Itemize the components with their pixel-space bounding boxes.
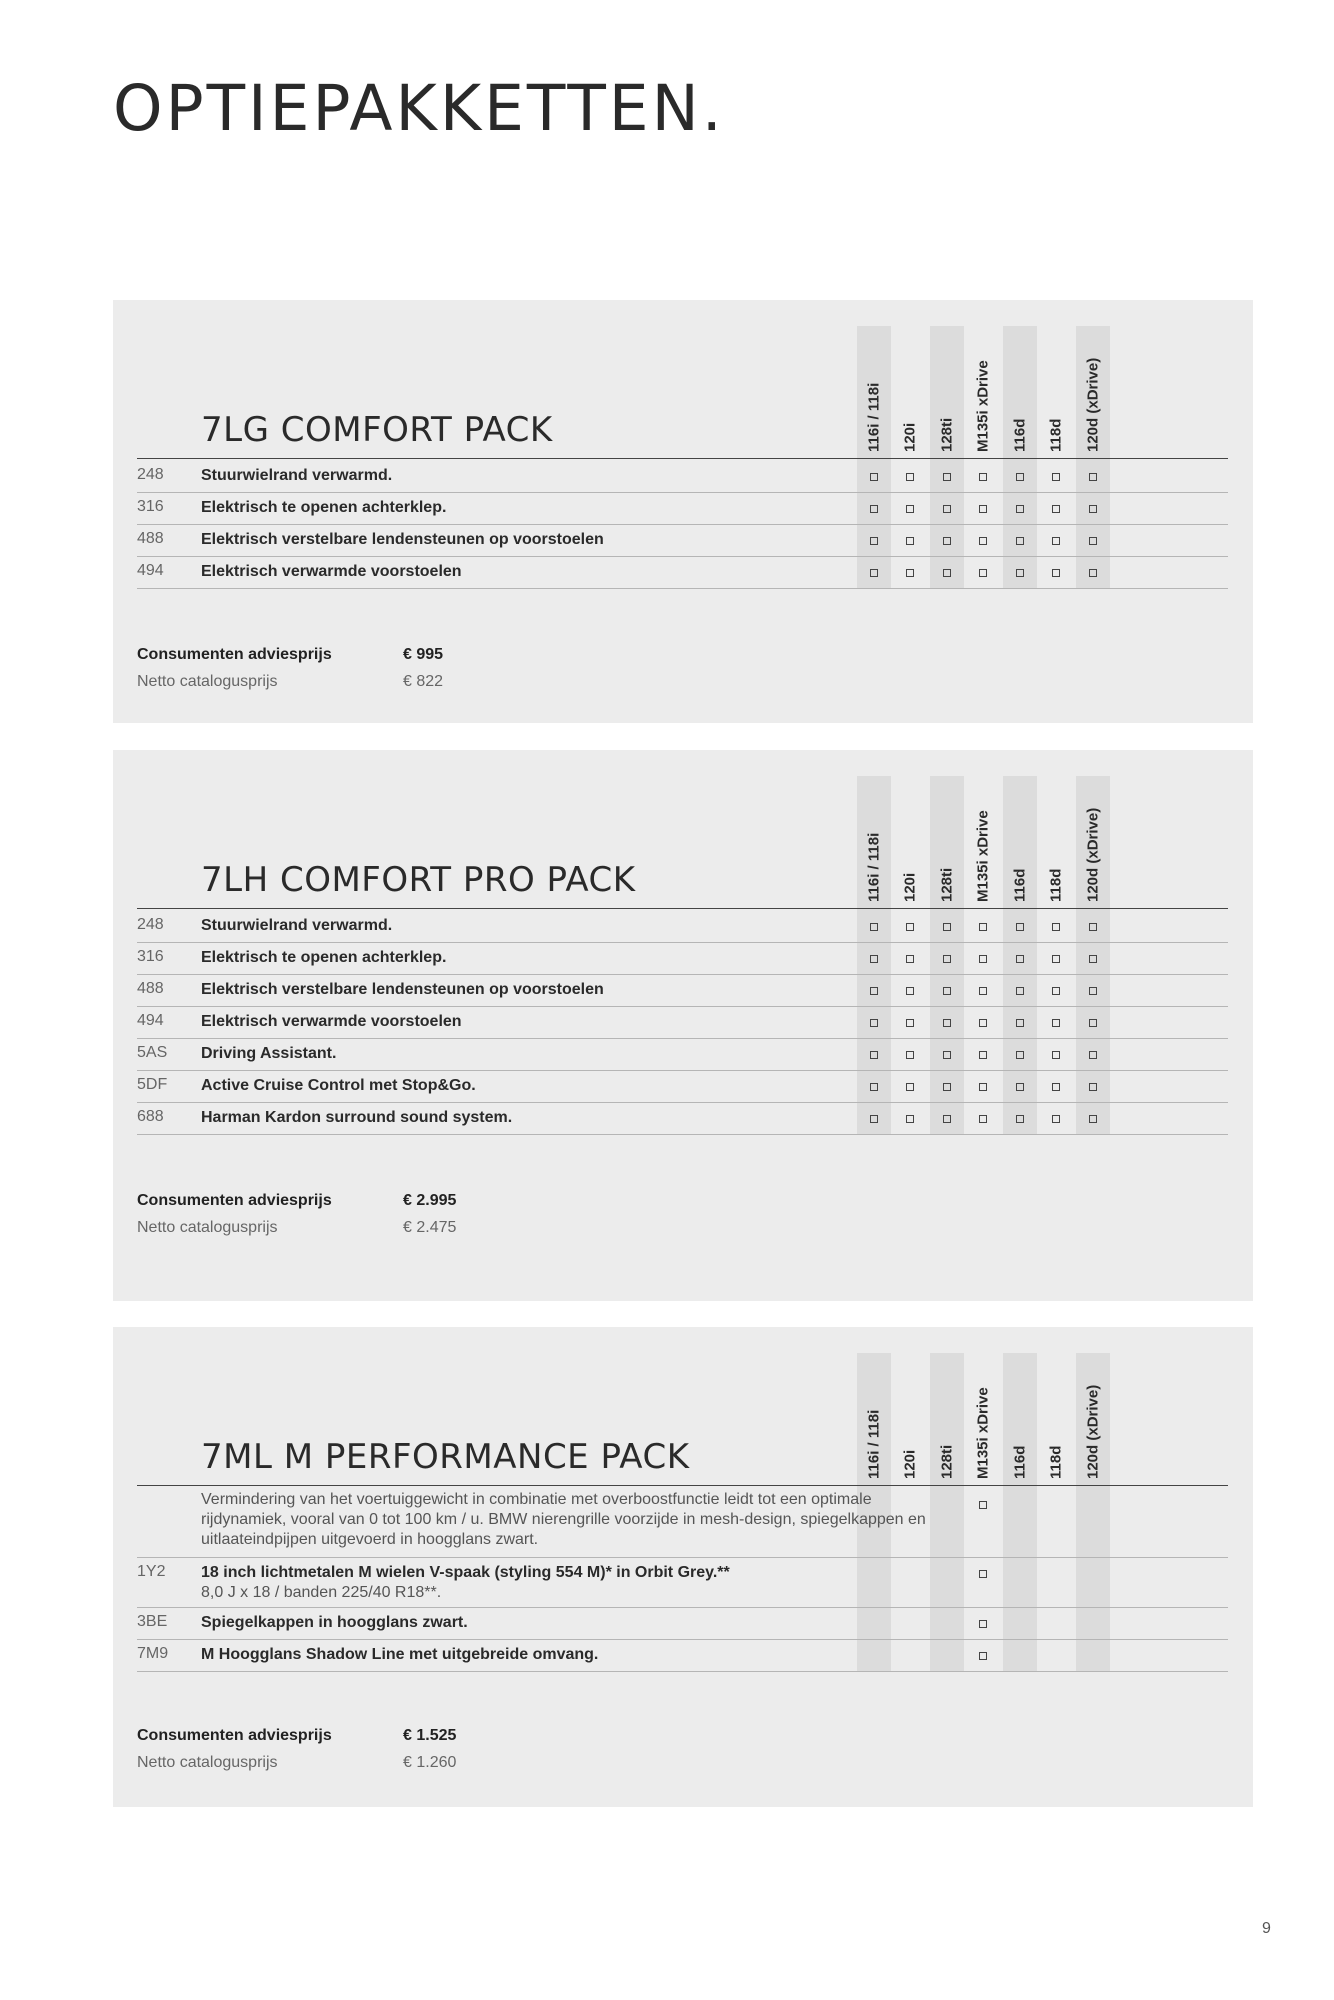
option-code: 248 xyxy=(137,466,164,483)
option-code: 248 xyxy=(137,916,164,933)
column-header-model: M135i xDrive xyxy=(974,360,992,452)
option-available-checkbox xyxy=(1016,1115,1024,1123)
option-available-checkbox xyxy=(906,1019,914,1027)
option-description xyxy=(201,1490,961,1550)
column-header-model: 128ti xyxy=(938,417,956,452)
table-row xyxy=(137,974,1228,1007)
column-header-model: 118d xyxy=(1047,418,1065,452)
table-row xyxy=(137,460,1228,493)
option-available-checkbox xyxy=(943,923,951,931)
option-available-checkbox xyxy=(943,1051,951,1059)
option-available-checkbox xyxy=(906,537,914,545)
consumer-price-label: Consumenten adviesprijs xyxy=(137,646,332,663)
column-header-model: 120i xyxy=(901,1449,919,1479)
option-available-checkbox xyxy=(1089,537,1097,545)
table-row xyxy=(137,556,1228,589)
option-pack-section xyxy=(113,1327,1253,1807)
option-available-checkbox xyxy=(906,987,914,995)
option-available-checkbox xyxy=(943,955,951,963)
option-available-checkbox xyxy=(906,569,914,577)
option-available-checkbox xyxy=(1052,1019,1060,1027)
table-row xyxy=(137,942,1228,975)
option-available-checkbox xyxy=(1089,473,1097,481)
header-divider xyxy=(137,908,1228,909)
column-header-model: 116i / 118i xyxy=(865,1409,883,1479)
column-header-model: 128ti xyxy=(938,867,956,902)
option-available-checkbox xyxy=(906,505,914,513)
option-description-text: Stuurwielrand verwarmd. xyxy=(201,917,393,934)
option-description xyxy=(201,498,961,518)
option-available-checkbox xyxy=(1016,923,1024,931)
option-description-text: Elektrisch verstelbare lendensteunen op voorstoelen xyxy=(201,981,604,998)
option-description-text: Elektrisch te openen achterklep. xyxy=(201,499,447,516)
consumer-price-value: € 1.525 xyxy=(403,1727,457,1744)
option-available-checkbox xyxy=(906,923,914,931)
option-available-checkbox xyxy=(979,1083,987,1091)
netto-price-value: € 822 xyxy=(403,673,444,690)
column-header-model: 120d (xDrive) xyxy=(1084,807,1102,902)
option-description xyxy=(201,530,961,550)
option-available-checkbox xyxy=(1016,505,1024,513)
header-divider xyxy=(137,458,1228,459)
option-available-checkbox xyxy=(979,1115,987,1123)
option-available-checkbox xyxy=(1052,1051,1060,1059)
option-available-checkbox xyxy=(870,1115,878,1123)
option-description xyxy=(201,1012,961,1032)
table-row xyxy=(137,910,1228,943)
netto-price-label: Netto catalogusprijs xyxy=(137,673,278,690)
option-available-checkbox xyxy=(943,473,951,481)
option-description xyxy=(201,1108,961,1128)
page-title: OPTIEPAKKETTEN. xyxy=(113,72,725,145)
option-available-checkbox xyxy=(870,1051,878,1059)
netto-price-label: Netto catalogusprijs xyxy=(137,1219,278,1236)
option-code: 494 xyxy=(137,1012,164,1029)
option-available-checkbox xyxy=(870,1083,878,1091)
section-content xyxy=(137,750,1228,1301)
option-available-checkbox xyxy=(979,987,987,995)
option-available-checkbox xyxy=(906,955,914,963)
pack-title: 7LH COMFORT PRO PACK xyxy=(201,860,636,900)
option-code: 5AS xyxy=(137,1044,168,1061)
column-header-model: 128ti xyxy=(938,1444,956,1479)
option-available-checkbox xyxy=(943,1083,951,1091)
column-header-model: M135i xDrive xyxy=(974,1387,992,1479)
option-available-checkbox xyxy=(906,1083,914,1091)
option-available-checkbox xyxy=(979,955,987,963)
option-available-checkbox xyxy=(870,923,878,931)
column-header-model: 120i xyxy=(901,422,919,452)
option-available-checkbox xyxy=(979,1652,987,1660)
option-available-checkbox xyxy=(1052,987,1060,995)
option-available-checkbox xyxy=(1089,987,1097,995)
option-code: 494 xyxy=(137,562,164,579)
option-available-checkbox xyxy=(1052,537,1060,545)
option-available-checkbox xyxy=(870,955,878,963)
table-row xyxy=(137,1102,1228,1135)
option-description xyxy=(201,466,961,486)
option-available-checkbox xyxy=(870,537,878,545)
option-available-checkbox xyxy=(1052,923,1060,931)
option-description-text: 18 inch lichtmetalen M wielen V-spaak (styling 554 M)* in Orbit Grey.** xyxy=(201,1564,730,1581)
option-code: 316 xyxy=(137,948,164,965)
option-description-text: Vermindering van het voertuiggewicht in combinatie met overboostfunctie leidt tot een optimale rijdynamiek, vooral van 0 tot 100 km / u. BMW nierengrille voorzijde in mesh-design, spiegelkappen en uitlaateindpijpen uitgevoerd in hoogglans zwart. xyxy=(201,1491,926,1548)
option-available-checkbox xyxy=(1052,1115,1060,1123)
option-description xyxy=(201,1613,961,1633)
option-available-checkbox xyxy=(906,473,914,481)
option-available-checkbox xyxy=(1016,987,1024,995)
option-description-text: Elektrisch te openen achterklep. xyxy=(201,949,447,966)
option-available-checkbox xyxy=(979,1051,987,1059)
option-description xyxy=(201,1645,961,1665)
option-available-checkbox xyxy=(1089,1051,1097,1059)
option-available-checkbox xyxy=(1016,537,1024,545)
option-available-checkbox xyxy=(1089,569,1097,577)
consumer-price-value: € 995 xyxy=(403,646,444,663)
option-description-text: Driving Assistant. xyxy=(201,1045,337,1062)
option-code: 1Y2 xyxy=(137,1563,166,1580)
consumer-price-label: Consumenten adviesprijs xyxy=(137,1192,332,1209)
pack-title: 7LG COMFORT PACK xyxy=(201,410,553,450)
table-row xyxy=(137,1070,1228,1103)
option-available-checkbox xyxy=(943,569,951,577)
option-available-checkbox xyxy=(906,1115,914,1123)
option-description-text: Elektrisch verwarmde voorstoelen xyxy=(201,563,462,580)
option-available-checkbox xyxy=(979,1620,987,1628)
option-available-checkbox xyxy=(1052,1083,1060,1091)
table-row xyxy=(137,1487,1228,1558)
option-available-checkbox xyxy=(1052,955,1060,963)
option-code: 5DF xyxy=(137,1076,168,1093)
option-available-checkbox xyxy=(1016,473,1024,481)
table-row xyxy=(137,1639,1228,1672)
option-available-checkbox xyxy=(870,987,878,995)
option-description xyxy=(201,1076,961,1096)
option-available-checkbox xyxy=(943,505,951,513)
option-available-checkbox xyxy=(943,1019,951,1027)
option-description-text: Stuurwielrand verwarmd. xyxy=(201,467,393,484)
option-available-checkbox xyxy=(1016,1083,1024,1091)
option-available-checkbox xyxy=(979,1501,987,1509)
option-available-checkbox xyxy=(1089,505,1097,513)
option-available-checkbox xyxy=(1052,569,1060,577)
option-available-checkbox xyxy=(870,569,878,577)
option-available-checkbox xyxy=(979,569,987,577)
option-available-checkbox xyxy=(870,1019,878,1027)
option-available-checkbox xyxy=(979,1570,987,1578)
consumer-price-label: Consumenten adviesprijs xyxy=(137,1727,332,1744)
netto-price-value: € 1.260 xyxy=(403,1754,457,1771)
option-description xyxy=(201,916,961,936)
option-available-checkbox xyxy=(870,473,878,481)
option-code: 488 xyxy=(137,980,164,997)
option-available-checkbox xyxy=(1016,1051,1024,1059)
option-pack-section xyxy=(113,750,1253,1301)
option-available-checkbox xyxy=(1089,923,1097,931)
column-header-model: M135i xDrive xyxy=(974,810,992,902)
column-header-model: 116i / 118i xyxy=(865,382,883,452)
option-description xyxy=(201,1563,961,1603)
option-available-checkbox xyxy=(979,537,987,545)
option-description-text: Elektrisch verwarmde voorstoelen xyxy=(201,1013,462,1030)
pack-title: 7ML M PERFORMANCE PACK xyxy=(201,1437,690,1477)
option-available-checkbox xyxy=(943,1115,951,1123)
table-row xyxy=(137,524,1228,557)
option-available-checkbox xyxy=(979,923,987,931)
option-description xyxy=(201,948,961,968)
section-content xyxy=(137,300,1228,723)
option-code: 488 xyxy=(137,530,164,547)
table-row xyxy=(137,1038,1228,1071)
table-row xyxy=(137,492,1228,525)
option-available-checkbox xyxy=(979,1019,987,1027)
option-available-checkbox xyxy=(1016,1019,1024,1027)
table-row xyxy=(137,1607,1228,1640)
option-code: 316 xyxy=(137,498,164,515)
option-description xyxy=(201,562,961,582)
option-description-text: Harman Kardon surround sound system. xyxy=(201,1109,513,1126)
option-available-checkbox xyxy=(1089,1115,1097,1123)
option-available-checkbox xyxy=(1052,505,1060,513)
option-available-checkbox xyxy=(1052,473,1060,481)
column-header-model: 120d (xDrive) xyxy=(1084,1384,1102,1479)
consumer-price-value: € 2.995 xyxy=(403,1192,457,1209)
table-row xyxy=(137,1006,1228,1039)
option-description-text: Active Cruise Control met Stop&Go. xyxy=(201,1077,476,1094)
section-content xyxy=(137,1327,1228,1807)
option-available-checkbox xyxy=(906,1051,914,1059)
column-header-model: 116d xyxy=(1011,1445,1029,1479)
column-header-model: 116d xyxy=(1011,418,1029,452)
option-description-sub: 8,0 J x 18 / banden 225/40 R18**. xyxy=(201,1584,442,1601)
option-code: 3BE xyxy=(137,1613,168,1630)
netto-price-label: Netto catalogusprijs xyxy=(137,1754,278,1771)
option-code: 7M9 xyxy=(137,1645,169,1662)
option-available-checkbox xyxy=(1016,569,1024,577)
option-available-checkbox xyxy=(1016,955,1024,963)
table-row xyxy=(137,1557,1228,1608)
option-available-checkbox xyxy=(943,987,951,995)
column-header-model: 120i xyxy=(901,872,919,902)
option-available-checkbox xyxy=(979,505,987,513)
column-header-model: 118d xyxy=(1047,868,1065,902)
option-description-text: Elektrisch verstelbare lendensteunen op voorstoelen xyxy=(201,531,604,548)
netto-price-value: € 2.475 xyxy=(403,1219,457,1236)
option-available-checkbox xyxy=(1089,1019,1097,1027)
header-divider xyxy=(137,1485,1228,1486)
option-code: 688 xyxy=(137,1108,164,1125)
option-description-text: M Hoogglans Shadow Line met uitgebreide omvang. xyxy=(201,1646,599,1663)
column-header-model: 120d (xDrive) xyxy=(1084,357,1102,452)
column-header-model: 116d xyxy=(1011,868,1029,902)
option-available-checkbox xyxy=(943,537,951,545)
column-header-model: 118d xyxy=(1047,1445,1065,1479)
column-header-model: 116i / 118i xyxy=(865,832,883,902)
option-available-checkbox xyxy=(979,473,987,481)
option-description xyxy=(201,1044,961,1064)
page-number: 9 xyxy=(1262,1920,1271,1937)
option-description-text: Spiegelkappen in hoogglans zwart. xyxy=(201,1614,468,1631)
option-pack-section xyxy=(113,300,1253,723)
option-description xyxy=(201,980,961,1000)
option-available-checkbox xyxy=(1089,955,1097,963)
option-available-checkbox xyxy=(1089,1083,1097,1091)
option-available-checkbox xyxy=(870,505,878,513)
